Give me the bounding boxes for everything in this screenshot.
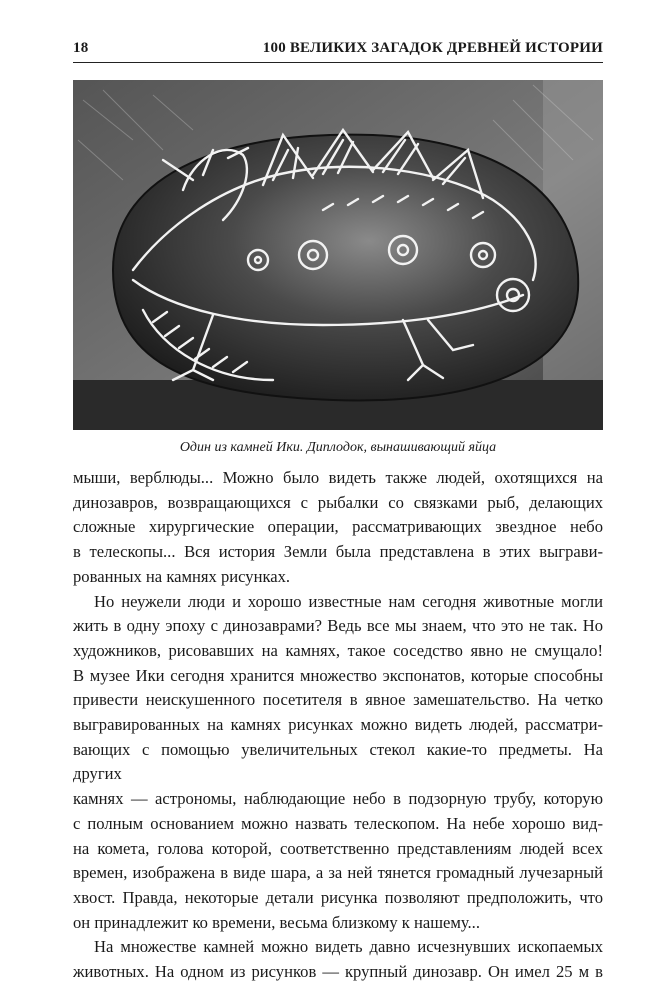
engraved-stone-illustration [73,80,603,430]
text-line: Но неужели люди и хорошо известные нам сегодня животные могли [94,591,603,611]
text-line: камнях — астрономы, наблюдающие небо в подзорную трубу, которую [73,789,603,809]
text-line: вающих с помощью увеличительных стекол какие-то предметы. На других [73,739,603,784]
text-line: выгравированных на камнях рисунках можно видеть людей, рассматри- [73,715,603,735]
header-rule [73,62,603,63]
text-line: он принадлежит ко времени, весьма близкому к нашему... [73,912,480,932]
page-number: 18 [73,40,89,56]
text-line: животных. На одном из рисунков — крупный динозавр. Он имел 25 м в [73,962,603,982]
text-line: на комета, голова которой, соответственно представлениям людей всех [73,838,603,858]
text-line: мыши, верблюды... Можно было видеть также людей, охотящихся на [73,468,603,487]
text-line: рованных на камнях рисунках. [73,566,291,586]
text-line: хвост. Правда, некоторые детали рисунка позволяют предположить, что [73,887,603,907]
stone-photo [73,80,603,430]
text-line: времен, изображена в виде шара, а за ней тянется громадный лучезарный [73,863,603,883]
text-line: с полным основанием можно назвать телескопом. На небе хорошо вид- [73,813,603,833]
text-line: художников, рисовавших на камнях, такое соседство явно не смущало! [73,640,603,660]
text-line: сложные хирургические операции, рассматривающих звездное небо [73,517,603,537]
body-text [73,466,603,985]
page-header [73,40,603,60]
text-line: жить в одну эпоху с динозаврами? Ведь все мы знаем, что это не так. Но [73,616,603,636]
text-line: В музее Ики сегодня хранится множество экспонатов, которые способны [73,665,603,685]
figure-caption: Один из камней Ики. Диплодок, вынашивающий яйца [179,440,497,455]
text-line: привести неискушенного посетителя в явное замешательство. На четко [73,690,603,710]
text-line: динозавров, возвращающихся с рыбалки со связками рыб, делающих [73,492,603,512]
running-title: 100 ВЕЛИКИХ ЗАГАДОК ДРЕВНЕЙ ИСТОРИИ [262,40,603,56]
text-line: в телескопы... Вся история Земли была представлена в этих выграви- [73,542,603,562]
text-line: На множестве камней можно видеть давно исчезнувших ископаемых [94,937,603,957]
